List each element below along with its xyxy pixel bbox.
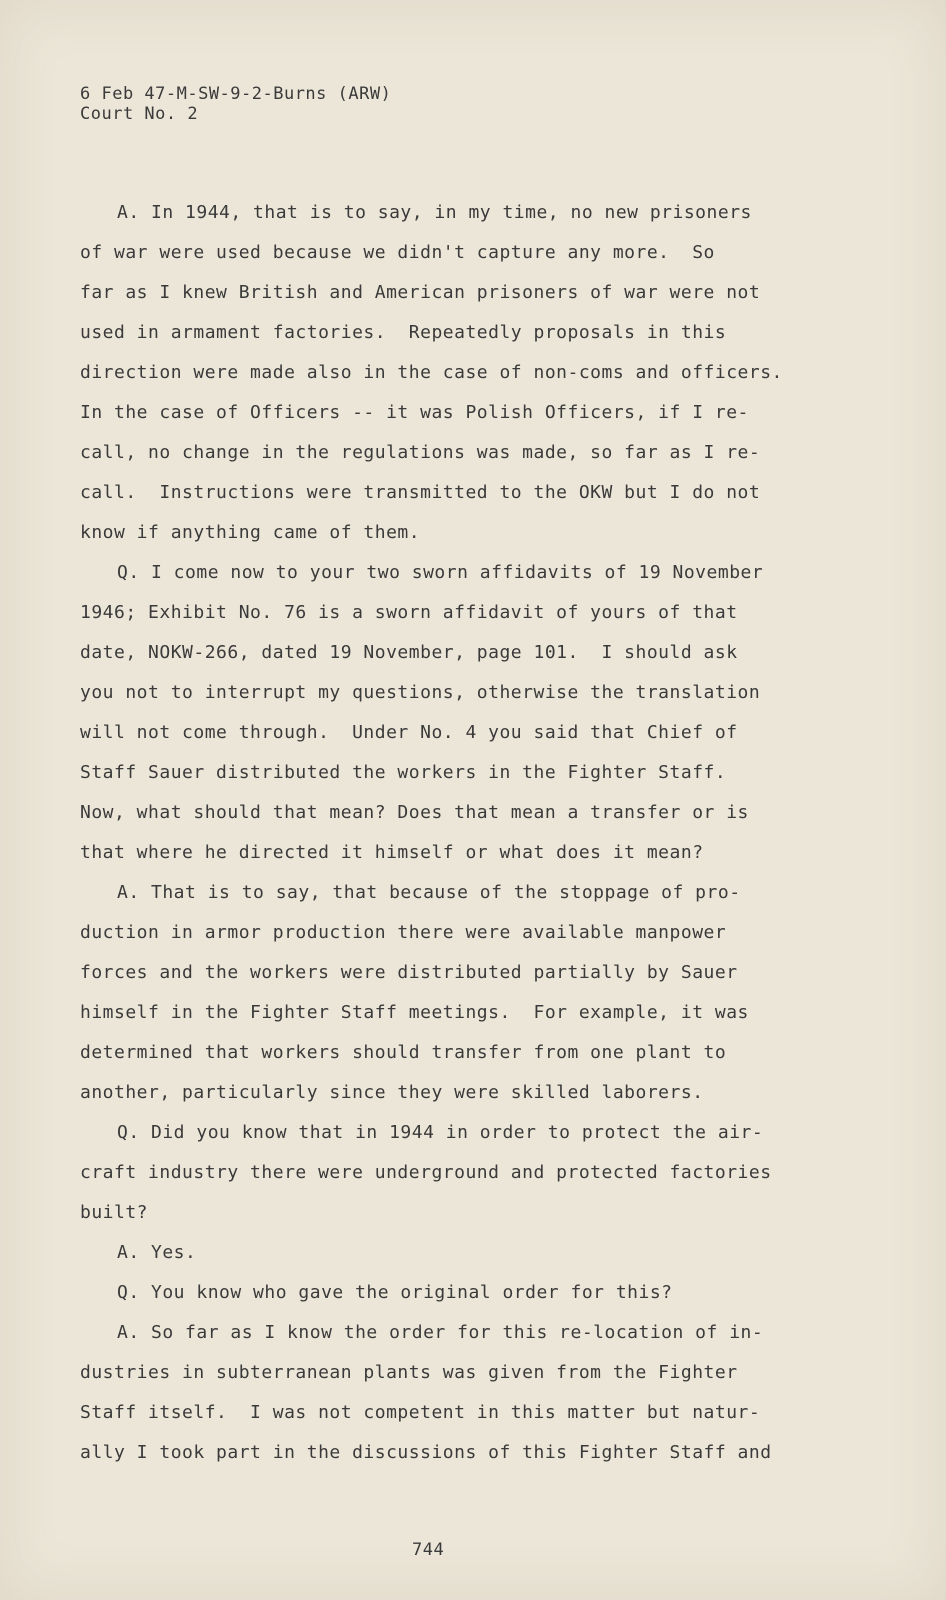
transcript-line: A. In 1944, that is to say, in my time, no new prisoners bbox=[117, 202, 752, 223]
transcript-line: that where he directed it himself or what does it mean? bbox=[80, 842, 704, 863]
transcript-line: call. Instructions were transmitted to the OKW but I do not bbox=[80, 482, 761, 503]
transcript-line: Now, what should that mean? Does that mean a transfer or is bbox=[80, 802, 749, 823]
transcript-line: himself in the Fighter Staff meetings. For example, it was bbox=[80, 1002, 749, 1023]
document-header bbox=[80, 84, 391, 124]
transcript-line: Q. Did you know that in 1944 in order to protect the air- bbox=[117, 1122, 764, 1143]
transcript-line: direction were made also in the case of non-coms and officers. bbox=[80, 362, 783, 383]
transcript-line: call, no change in the regulations was made, so far as I re- bbox=[80, 442, 761, 463]
transcript-line: know if anything came of them. bbox=[80, 522, 421, 543]
transcript-line: dustries in subterranean plants was given from the Fighter bbox=[80, 1362, 738, 1383]
transcript-line: A. That is to say, that because of the stoppage of pro- bbox=[117, 882, 741, 903]
transcript-line: Staff itself. I was not competent in this matter but natur- bbox=[80, 1402, 761, 1423]
transcript-line: ally I took part in the discussions of this Fighter Staff and bbox=[80, 1442, 772, 1463]
transcript-line: built? bbox=[80, 1202, 149, 1223]
transcript-line: craft industry there were underground and protected factories bbox=[80, 1162, 772, 1183]
transcript-line: A. So far as I know the order for this re-location of in- bbox=[117, 1322, 764, 1343]
header-date-line: 6 Feb 47-M-SW-9-2-Burns (ARW) bbox=[80, 84, 392, 104]
transcript-line: of war were used because we didn't capture any more. So bbox=[80, 242, 715, 263]
transcript-line: far as I knew British and American prisoners of war were not bbox=[80, 282, 761, 303]
transcript-line: determined that workers should transfer from one plant to bbox=[80, 1042, 727, 1063]
header-court-line: Court No. 2 bbox=[80, 104, 199, 124]
transcript-line: Staff Sauer distributed the workers in the Fighter Staff. bbox=[80, 762, 727, 783]
transcript-line: will not come through. Under No. 4 you said that Chief of bbox=[80, 722, 738, 743]
transcript-line: 1946; Exhibit No. 76 is a sworn affidavit of yours of that bbox=[80, 602, 738, 623]
transcript-line: Q. I come now to your two sworn affidavits of 19 November bbox=[117, 562, 764, 583]
transcript-line: Q. You know who gave the original order for this? bbox=[117, 1282, 673, 1303]
transcript-line: duction in armor production there were available manpower bbox=[80, 922, 727, 943]
transcript-line: you not to interrupt my questions, otherwise the translation bbox=[80, 682, 761, 703]
transcript-line: date, NOKW-266, dated 19 November, page 101. I should ask bbox=[80, 642, 738, 663]
page-number: 744 bbox=[412, 1540, 445, 1560]
transcript-line: In the case of Officers -- it was Polish Officers, if I re- bbox=[80, 402, 749, 423]
transcript-line: another, particularly since they were skilled laborers. bbox=[80, 1082, 704, 1103]
transcript-line: A. Yes. bbox=[117, 1242, 197, 1263]
transcript-line: forces and the workers were distributed partially by Sauer bbox=[80, 962, 738, 983]
transcript-line: used in armament factories. Repeatedly proposals in this bbox=[80, 322, 727, 343]
